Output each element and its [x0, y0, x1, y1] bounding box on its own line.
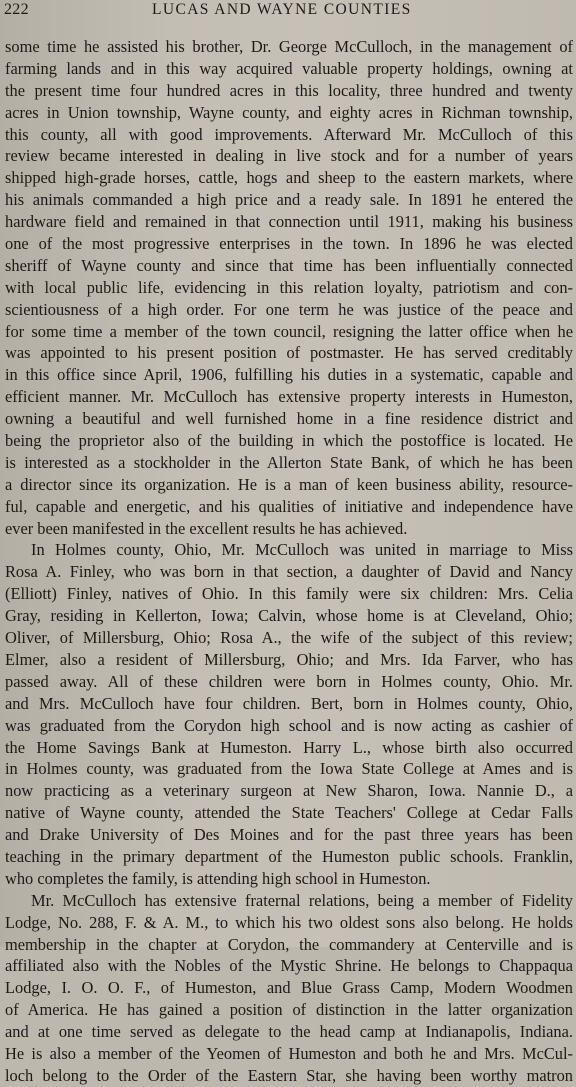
paragraph: [5, 36, 573, 539]
text-line: Gray, residing in Kellerton, Iowa; Calvin, whose home is at Cleveland, Ohio;: [5, 606, 573, 626]
text-line: In Holmes county, Ohio, Mr. McCulloch was united in marriage to Miss: [31, 540, 573, 560]
text-line: shipped high-grade horses, cattle, hogs and sheep to the eastern markets, where: [5, 168, 573, 188]
text-line: Elmer, also a resident of Millersburg, Ohio; and Mrs. Ida Farver, who has: [5, 649, 573, 669]
text-line: and at one time served as delegate to the head camp at Indianapolis, Indiana.: [5, 1022, 573, 1042]
page-header: [0, 1, 576, 23]
page-number: 222: [4, 1, 29, 18]
text-line: now practicing as a veterinary surgeon at New Sharon, Iowa. Nannie D., a: [5, 781, 573, 801]
text-line: in Holmes county, was graduated from the Iowa State College at Ames and is: [5, 759, 573, 779]
text-line: one of the most progressive enterprises in the town. In 1896 he was elected: [5, 234, 573, 254]
text-line: of America. He has gained a position of distinction in the latter organization: [5, 1000, 573, 1020]
text-line: acres in Union township, Wayne county, and eighty acres in Richman township,: [5, 102, 573, 122]
text-line: He is also a member of the Yeomen of Humeston and both he and Mrs. McCul-: [5, 1043, 573, 1063]
text-line: ful, capable and energetic, and his qualities of initiative and independence have: [5, 496, 573, 516]
text-line: was graduated from the Corydon high school and is now acting as cashier of: [5, 715, 573, 735]
text-line: review became interested in dealing in live stock and for a number of years: [5, 146, 573, 166]
running-head: LUCAS AND WAYNE COUNTIES: [152, 1, 412, 18]
text-line: Lodge, No. 288, F. & A. M., to which his two oldest sons also belong. He holds: [5, 912, 573, 932]
text-line: in this office since April, 1906, fulfilling his duties in a systematic, capable and: [5, 365, 573, 385]
text-line: with local public life, evidencing in this relation loyalty, patriotism and con-: [5, 277, 573, 297]
text-line: who completes the family, is attending high school in Humeston.: [5, 868, 431, 888]
text-line: membership in the chapter at Corydon, the commandery at Centerville and is: [5, 934, 573, 954]
text-line: passed away. All of these children were born in Holmes county, Ohio. Mr.: [5, 671, 573, 691]
text-line: farming lands and in this way acquired valuable property holdings, owning at: [5, 58, 573, 78]
text-line: some time he assisted his brother, Dr. George McCulloch, in the management of: [5, 37, 573, 56]
text-line: was appointed to his present position of postmaster. He has served creditably: [5, 343, 573, 363]
text-line: hardware field and remained in that connection until 1911, making his business: [5, 212, 573, 232]
text-line: his animals commanded a high price and a ready sale. In 1891 he entered the: [5, 190, 573, 210]
text-line: Mr. McCulloch has extensive fraternal relations, being a member of Fidelity: [31, 890, 573, 910]
text-line: Rosa A. Finley, who was born in that section, a daughter of David and Nancy: [5, 562, 573, 582]
text-line: teaching in the primary department of the Humeston public schools. Franklin,: [5, 846, 573, 866]
text-line: ever been manifested in the excellent results he has achieved.: [5, 518, 408, 538]
paragraph: [5, 539, 573, 889]
paragraph: [5, 890, 573, 1087]
body-text: [5, 36, 573, 1087]
text-line: (Elliott) Finley, natives of Ohio. In this family were six children: Mrs. Celia: [5, 584, 573, 604]
text-line: this county, all with good improvements. Afterward Mr. McCulloch of this: [5, 124, 573, 144]
text-line: native of Wayne county, attended the State Teachers' College at Cedar Falls: [5, 803, 573, 823]
text-line: for some time a member of the town council, resigning the latter office when he: [5, 321, 573, 341]
text-line: being the proprietor also of the building in which the postoffice is located. He: [5, 431, 573, 451]
text-line: affiliated also with the Nobles of the Mystic Shrine. He belongs to Chappaqua: [5, 956, 573, 976]
text-line: scientiousness of a high order. For one term he was justice of the peace and: [5, 299, 573, 319]
text-line: the present time four hundred acres in this locality, three hundred and twenty: [5, 80, 573, 100]
text-line: and Drake University of Des Moines and for the past three years has been: [5, 825, 573, 845]
text-line: sheriff of Wayne county and since that time has been influentially connected: [5, 255, 573, 275]
text-line: efficient manner. Mr. McCulloch has extensive property interests in Humeston,: [5, 387, 573, 407]
text-line: Lodge, I. O. O. F., of Humeston, and Blue Grass Camp, Modern Woodmen: [5, 978, 573, 998]
text-line: loch belong to the Order of the Eastern Star, she having been worthy matron: [5, 1065, 573, 1085]
text-line: a director since its organization. He is a man of keen business ability, resource-: [5, 474, 573, 494]
text-line: Oliver, of Millersburg, Ohio; Rosa A., the wife of the subject of this review;: [5, 628, 573, 648]
text-line: is interested as a stockholder in the Allerton State Bank, of which he has been: [5, 452, 573, 472]
text-line: and Mrs. McCulloch have four children. Bert, born in Holmes county, Ohio,: [5, 693, 573, 713]
text-line: owning a beautiful and well furnished home in a fine residence district and: [5, 409, 573, 429]
text-line: the Home Savings Bank at Humeston. Harry L., whose birth also occurred: [5, 737, 573, 757]
